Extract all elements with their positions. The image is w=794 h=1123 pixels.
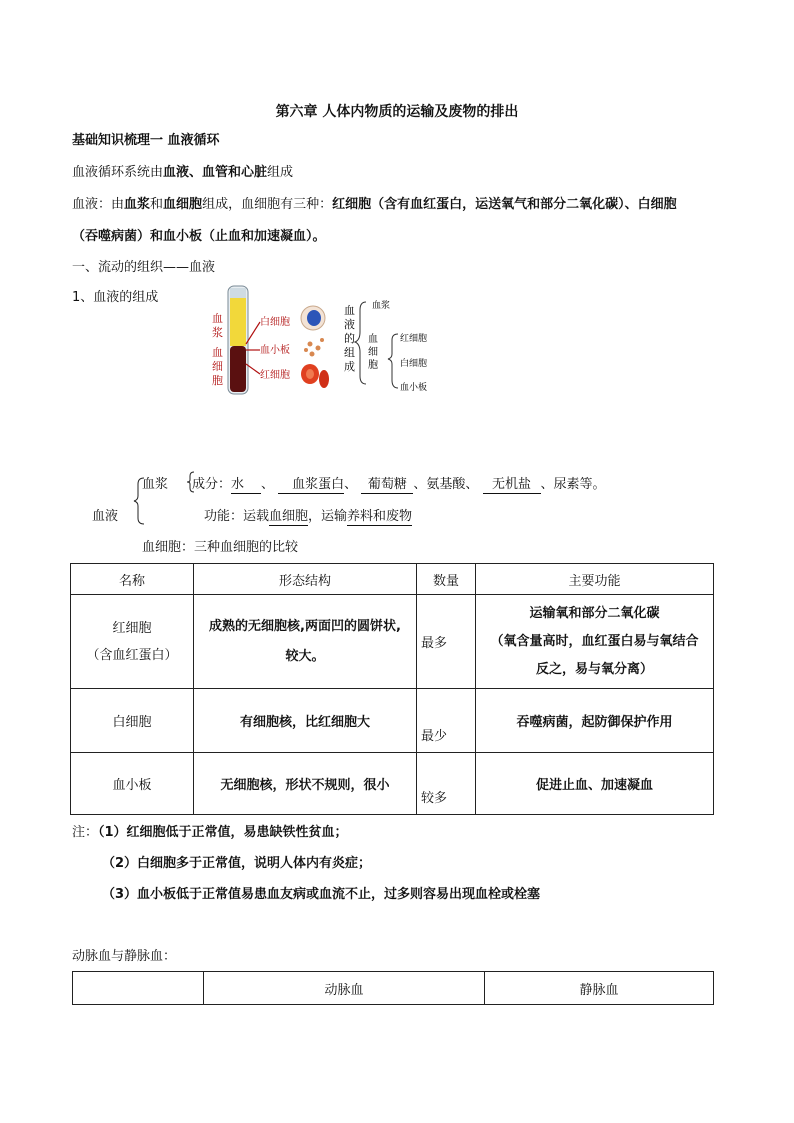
fig-brace-char: 成 <box>344 360 355 373</box>
heading-flowing-tissue: 一、流动的组织——血液 <box>72 260 216 275</box>
cells-compare-heading: 血细胞：三种血细胞的比较 <box>142 540 299 555</box>
fig-left-label: 胞 <box>212 374 223 387</box>
artery-vein-table <box>72 971 714 1005</box>
plasma-label: 血浆 <box>142 477 169 492</box>
blood-definition <box>72 196 677 214</box>
blood-figure-svg <box>198 284 442 396</box>
note-text: （1）红细胞低于正常值，易患缺铁性贫血； <box>98 825 348 840</box>
text-bold: 红细胞（含有血红蛋白，运送氧气和部分二氧化碳）、白细胞 <box>332 197 677 212</box>
table-header: 动脉血 <box>204 972 485 1005</box>
cell-structure-text: 成熟的无细胞核,两面凹的圆饼状, <box>209 618 401 634</box>
function-line <box>204 508 412 526</box>
component-amino: 氨基酸、 <box>426 477 479 492</box>
cell-structure <box>194 595 417 689</box>
cell-function <box>476 595 714 689</box>
component-urea: 、尿素等。 <box>540 477 606 492</box>
component-salt: 无机盐 <box>483 477 541 494</box>
text-bold: 血细胞 <box>163 197 203 212</box>
cell-function-text: 反之，易与氧分离） <box>535 661 653 677</box>
table-header: 数量 <box>417 564 476 595</box>
cell-count: 最多 <box>417 595 476 689</box>
fig-left-label: 血 <box>212 312 223 325</box>
fig-cell-type: 白细胞 <box>400 359 428 369</box>
fig-cell-type: 红细胞 <box>400 334 428 344</box>
fig-brace-char: 组 <box>344 346 355 359</box>
fig-cell-type: 血小板 <box>400 383 428 393</box>
table-row <box>71 689 714 753</box>
fig-cells-char: 胞 <box>368 360 378 371</box>
note-prefix: 注： <box>72 825 99 840</box>
component-water: 水 <box>231 477 261 494</box>
blood-cells-table <box>70 563 714 815</box>
intro-line <box>72 164 293 182</box>
components-line: 成分：水 、 血浆蛋白、 葡萄糖 、氨基酸、 无机盐 、尿素等。 <box>192 477 606 492</box>
function-mid: ，运输 <box>308 509 348 524</box>
cell-function: 吞噬病菌，起防御保护作用 <box>476 689 714 753</box>
table-header: 名称 <box>71 564 194 595</box>
fig-left-label: 细 <box>212 360 223 373</box>
table-header: 主要功能 <box>476 564 714 595</box>
note-3: （3）血小板低于正常值易患血友病或血流不止，过多则容易出现血栓或栓塞 <box>102 887 541 902</box>
function-label: 功能：运载 <box>204 509 270 524</box>
cell-structure: 无细胞核，形状不规则，很小 <box>194 753 417 815</box>
text: 组成，血细胞有三种： <box>202 197 333 212</box>
heading-blood-composition: 1、血液的组成 <box>72 290 159 305</box>
table-row <box>71 753 714 815</box>
fig-brace-char: 液 <box>344 318 355 331</box>
fig-brace-char: 血 <box>344 304 355 317</box>
fig-left-label: 血 <box>212 346 223 359</box>
cell-function-text: （氧含量高时，血红蛋白易与氧结合 <box>490 633 699 649</box>
cell-count: 最少 <box>417 689 476 753</box>
table-header: 静脉血 <box>485 972 714 1005</box>
blood-label: 血液 <box>92 509 119 524</box>
components-label: 成分： <box>192 477 232 492</box>
blood-definition-cont: （吞噬病菌）和血小板（止血和加速凝血）。 <box>72 229 326 244</box>
fig-cells-char: 血 <box>368 334 378 345</box>
text-bold: 血浆 <box>124 197 151 212</box>
artery-heading: 动脉血与静脉血： <box>72 949 177 964</box>
cell-name <box>71 595 194 689</box>
function-cells: 血细胞 <box>269 509 309 524</box>
cell-name-text: 红细胞 <box>112 620 152 636</box>
intro-bold: 血液、血管和心脏 <box>163 165 268 180</box>
note-2: （2）白细胞多于正常值，说明人体内有炎症； <box>102 856 372 871</box>
table-header <box>73 972 204 1005</box>
intro-prefix: 血液循环系统由 <box>72 165 164 180</box>
intro-suffix: 组成 <box>267 165 294 180</box>
fig-arrow-label: 白细胞 <box>260 317 290 328</box>
text: 和 <box>150 197 164 212</box>
cell-function-text: 运输氧和部分二氧化碳 <box>529 605 660 621</box>
table-row <box>71 595 714 689</box>
table-header-row <box>71 564 714 595</box>
cell-function: 促进止血、加速凝血 <box>476 753 714 815</box>
cell-name: 白细胞 <box>71 689 194 753</box>
component-glucose: 葡萄糖 <box>361 477 413 494</box>
page-title: 第六章 人体内物质的运输及废物的排出 <box>275 104 519 120</box>
fig-cells-char: 细 <box>368 347 378 358</box>
cell-count: 较多 <box>417 753 476 815</box>
table-header-row <box>73 972 714 1005</box>
fig-arrow-label: 血小板 <box>260 345 290 356</box>
blood-composition-figure <box>198 284 442 396</box>
fig-plasma-label: 血浆 <box>372 301 391 311</box>
cell-structure: 有细胞核，比红细胞大 <box>194 689 417 753</box>
cell-structure-sub: 较大。 <box>285 648 325 664</box>
cell-name-sub: （含血红蛋白） <box>86 647 178 663</box>
fig-brace-char: 的 <box>344 332 355 345</box>
function-nutrients: 养料和废物 <box>347 509 413 524</box>
fig-arrow-label: 红细胞 <box>260 370 290 381</box>
section-heading: 基础知识梳理一 血液循环 <box>72 133 220 148</box>
cell-name: 血小板 <box>71 753 194 815</box>
fig-left-label: 浆 <box>212 326 223 339</box>
table-header: 形态结构 <box>194 564 417 595</box>
note-1 <box>72 824 348 842</box>
text: 血液：由 <box>72 197 125 212</box>
component-protein: 血浆蛋白 <box>278 477 344 494</box>
